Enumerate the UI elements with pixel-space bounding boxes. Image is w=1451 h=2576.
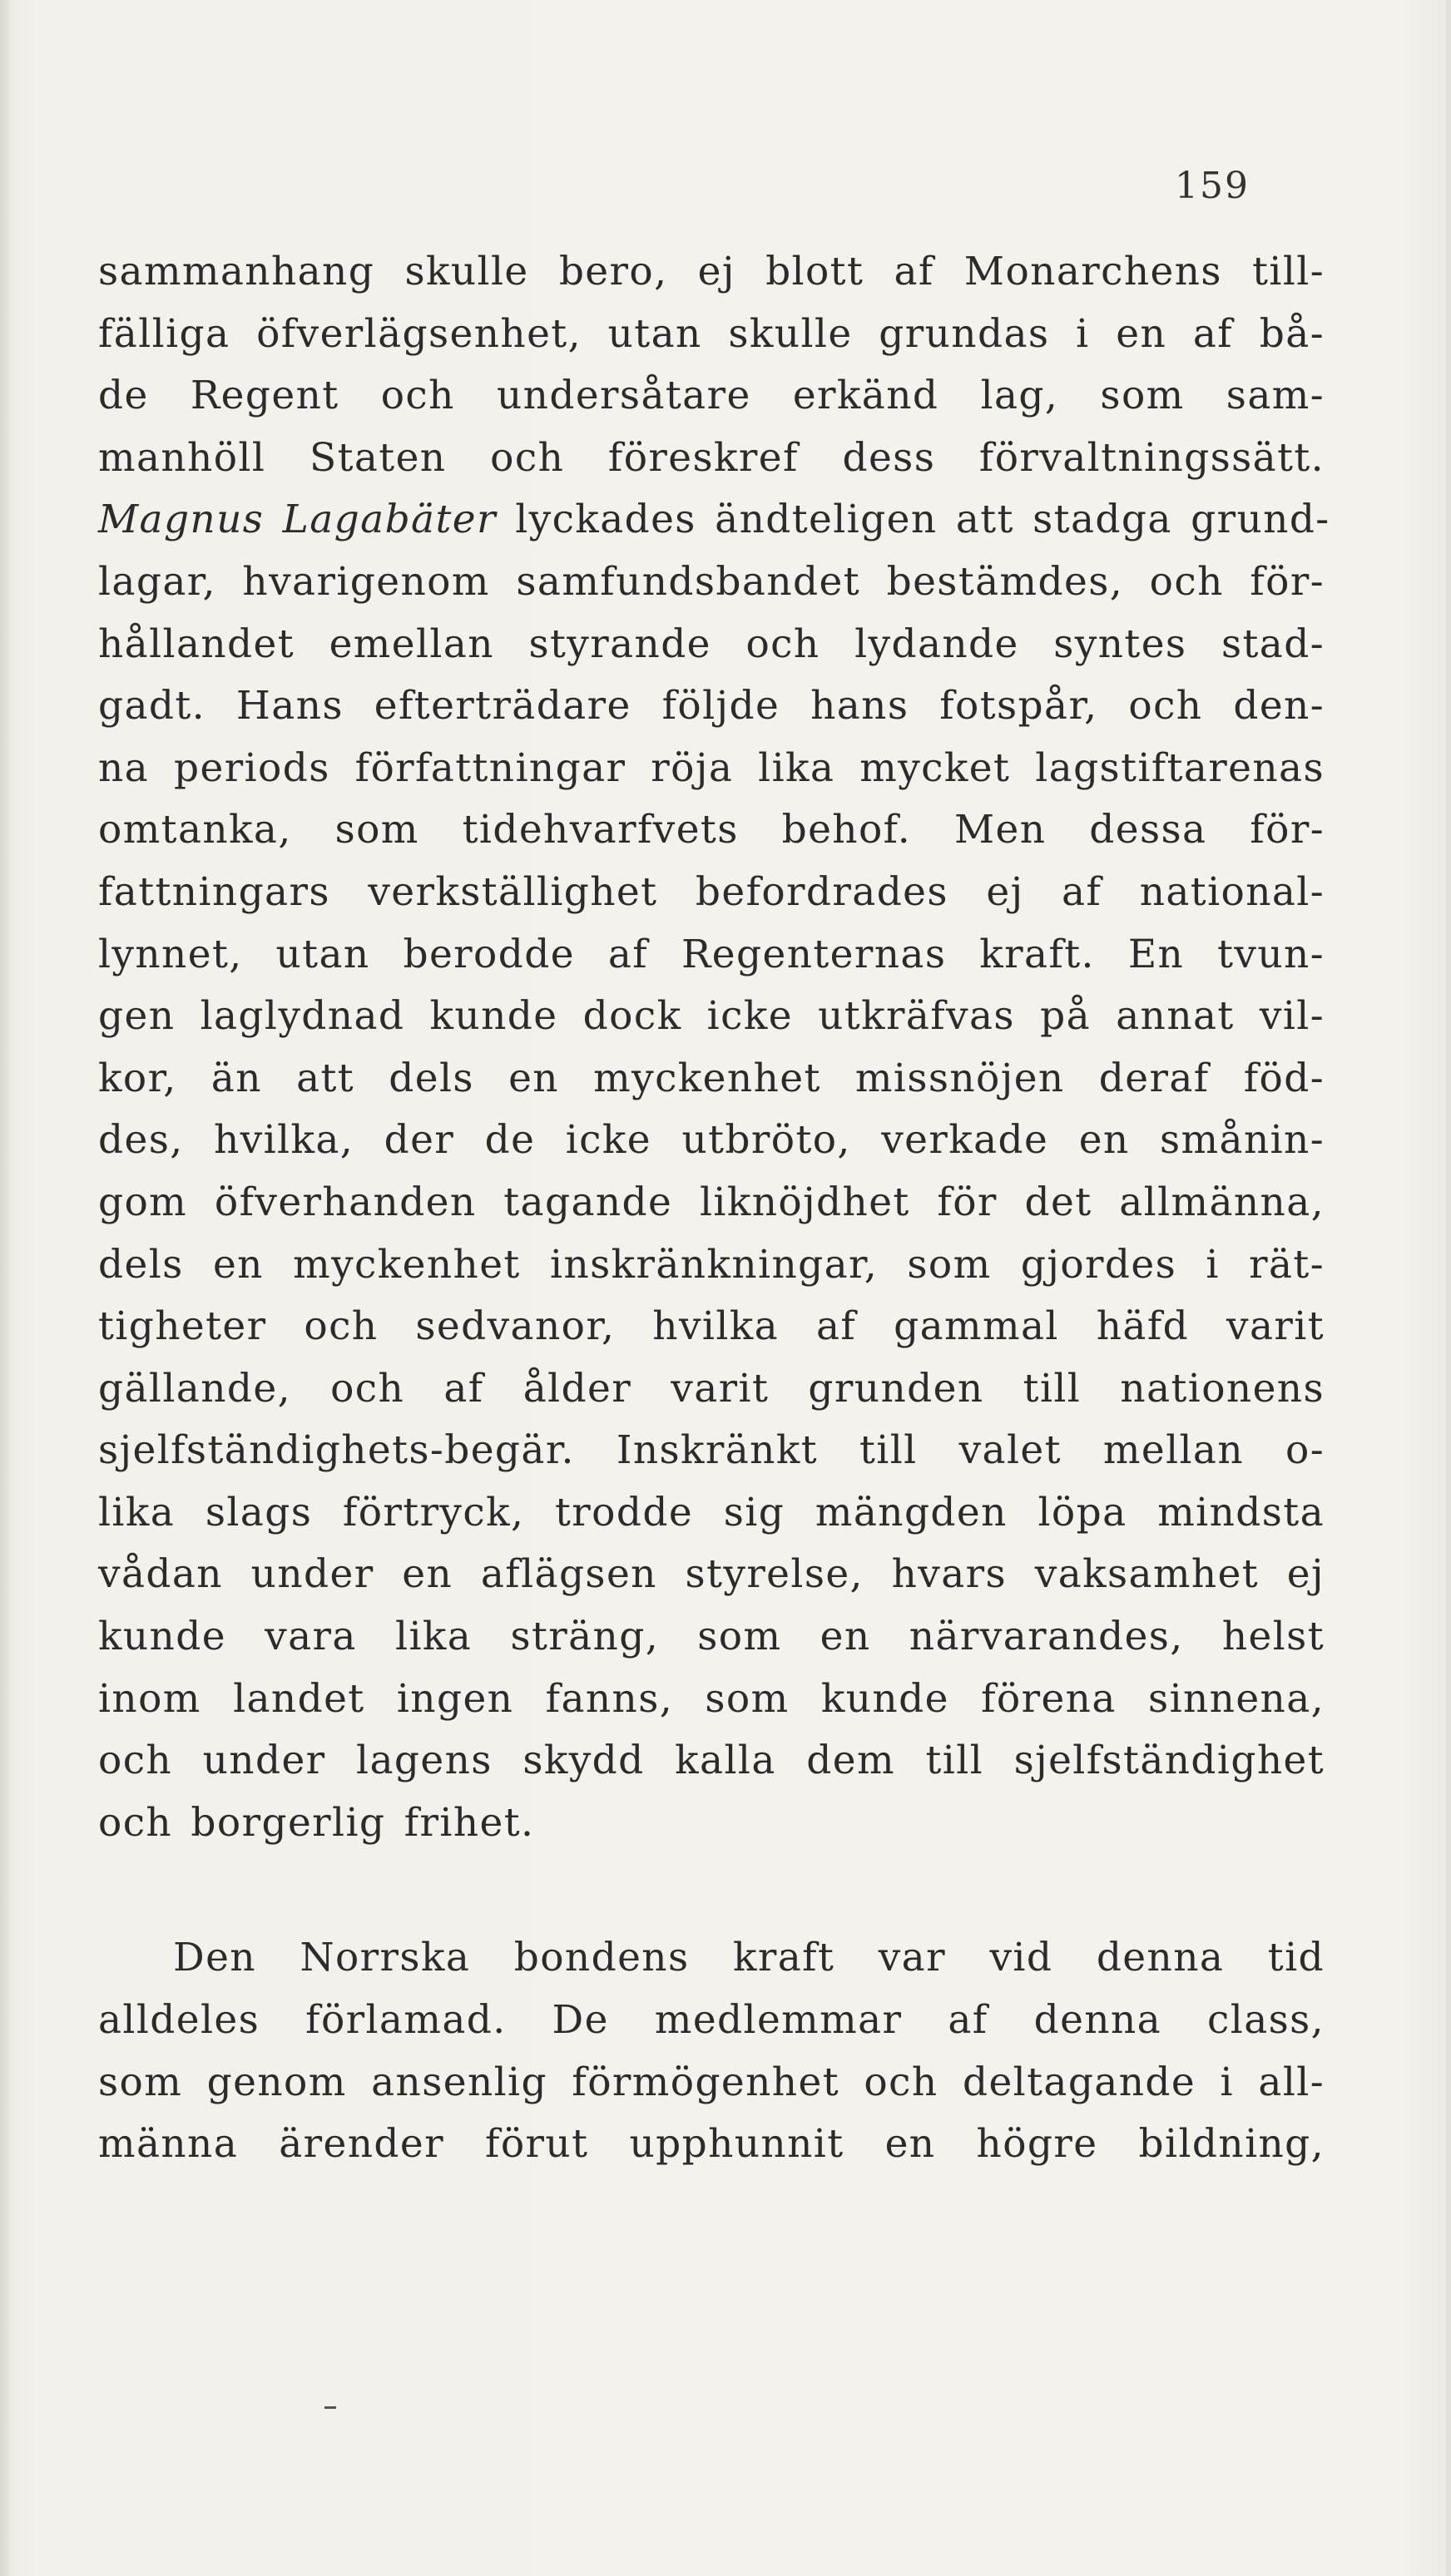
text-line: fattningars verkställighet befordrades ej af national- (98, 868, 1325, 915)
text-line: gadt. Hans efterträdare följde hans fotspår, och den- (98, 683, 1325, 729)
text-line: kor, än att dels en myckenhet missnöjen deraf föd- (98, 1055, 1325, 1101)
text-line: lika slags förtryck, trodde sig mängden löpa mindsta (98, 1489, 1325, 1535)
text-line: de Regent och undersåtare erkänd lag, som sam- (98, 373, 1325, 419)
text-line: inom landet ingen fanns, som kunde förena sinnena, (98, 1675, 1325, 1722)
text-line: fälliga öfverlägsenhet, utan skulle grundas i en af bå- (98, 310, 1325, 357)
text-line-rest: lyckades ändteligen att stadga grund- (515, 497, 1330, 543)
italic-person-name: Magnus Lagabäter (98, 497, 497, 543)
paragraph-1 (98, 241, 1330, 1854)
text-line: lagar, hvarigenom samfundsbandet bestämdes, och för- (98, 558, 1325, 605)
paragraph-gap (98, 1854, 1325, 1927)
page-left-edge (0, 0, 12, 2576)
text-line: tigheter och sedvanor, hvilka af gammal häfd varit (98, 1303, 1325, 1350)
text-line: na periods författningar röja lika mycket lagstiftarenas (98, 744, 1325, 791)
text-line: manhöll Staten och föreskref dess förvaltningssätt. (98, 434, 1325, 481)
text-line: kunde vara lika sträng, som en närvarandes, helst (98, 1614, 1325, 1660)
text-line: hållandet emellan styrande och lydande syntes stad- (98, 621, 1325, 667)
body-text (98, 241, 1330, 2176)
text-line: som genom ansenlig förmögenhet och deltagande i all- (98, 2059, 1325, 2105)
text-line: alldeles förlamad. De medlemmar af denna class, (98, 1997, 1325, 2044)
text-line: des, hvilka, der de icke utbröto, verkade en smånin- (98, 1117, 1325, 1164)
text-line: sammanhang skulle bero, ej blott af Monarchens till- (98, 249, 1325, 294)
text-line: och under lagens skydd kalla dem till sjelfständighet (98, 1738, 1325, 1784)
text-line-with-name (98, 489, 1330, 551)
page-number: 159 (1175, 165, 1250, 207)
paragraph-2 (98, 1927, 1325, 2175)
text-line: omtanka, som tidehvarfvets behof. Men dessa för- (98, 807, 1325, 853)
text-line: sjelfständighets-begär. Inskränkt till valet mellan o- (98, 1427, 1325, 1474)
text-line: dels en myckenhet inskränkningar, som gjordes i rät- (98, 1241, 1325, 1288)
text-line: lynnet, utan berodde af Regenternas kraft. En tvun- (98, 931, 1325, 977)
text-line: och borgerlig frihet. (98, 1799, 535, 1846)
text-line: gällande, och af ålder varit grunden till nationens (98, 1365, 1325, 1412)
text-line: vådan under en aflägsen styrelse, hvars vaksamhet ej (98, 1551, 1325, 1598)
text-line: Den Norrska bondens kraft var vid denna tid (173, 1935, 1325, 1981)
page-right-edge (1446, 0, 1451, 2576)
text-line: männa ärender förut upphunnit en högre bildning, (98, 2121, 1325, 2168)
printer-mark (324, 2406, 336, 2409)
text-line: gen laglydnad kunde dock icke utkräfvas på annat vil- (98, 993, 1325, 1040)
text-line: gom öfverhanden tagande liknöjdhet för det allmänna, (98, 1179, 1325, 1225)
